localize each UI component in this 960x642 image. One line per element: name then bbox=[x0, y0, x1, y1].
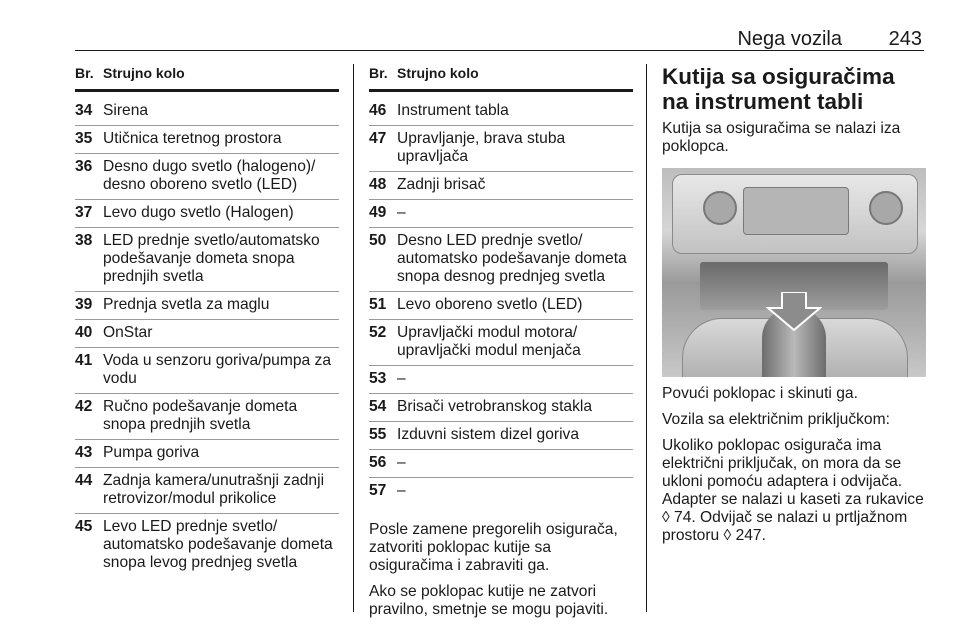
circuit-name: – bbox=[397, 454, 406, 471]
table-row bbox=[75, 200, 339, 228]
page-number: 243 bbox=[888, 28, 922, 50]
circuit-name: Izduvni sistem dizel goriva bbox=[397, 426, 580, 443]
fuse-box-cover-photo bbox=[662, 168, 926, 377]
fuse-number: 56 bbox=[369, 454, 387, 471]
table-row bbox=[75, 228, 339, 292]
dial-knob bbox=[869, 191, 903, 225]
circuit-name: Utičnica teretnog prostora bbox=[103, 130, 282, 147]
circuit-name: – bbox=[397, 370, 406, 387]
circuit-name: LED prednje svetlo/automatsko podešavanje dometa snopa prednjih svetla bbox=[103, 232, 320, 285]
table-row bbox=[369, 422, 633, 450]
table-row bbox=[369, 172, 633, 200]
paragraph: Povući poklopac i skinuti ga. bbox=[662, 385, 858, 402]
fuse-number: 52 bbox=[369, 324, 387, 341]
paragraph: Ukoliko poklopac osigurača ima električni priključak, on mora da se ukloni pomoću adaptera i odvijača. Adapter se nalazi u kaseti za rukavice ◊ 74. Odvijač se nalazi u prtljažnom prostoru ◊ 247. bbox=[662, 437, 924, 544]
table-header bbox=[75, 64, 339, 92]
circuit-name: Zadnja kamera/unutrašnji zadnji retrovizor/modul prikolice bbox=[103, 472, 325, 507]
page-header-title: Nega vozila bbox=[737, 28, 842, 50]
circuit-name: Pumpa goriva bbox=[103, 444, 200, 461]
column-divider bbox=[353, 64, 354, 612]
fuse-number: 43 bbox=[75, 444, 93, 461]
fuse-number: 41 bbox=[75, 352, 93, 369]
table-row bbox=[369, 394, 633, 422]
circuit-name: Desno LED prednje svetlo/ automatsko podešavanje dometa snopa desnog prednjeg svetla bbox=[397, 232, 627, 285]
circuit-name: Levo LED prednje svetlo/ automatsko podešavanje dometa snopa levog prednjeg svetla bbox=[103, 518, 333, 571]
fuse-number: 36 bbox=[75, 158, 93, 175]
table-row bbox=[75, 292, 339, 320]
table-row bbox=[75, 320, 339, 348]
column-header-nr: Br. bbox=[75, 65, 94, 81]
table-row bbox=[75, 440, 339, 468]
circuit-name: Prednja svetla za maglu bbox=[103, 296, 270, 313]
fuse-number: 57 bbox=[369, 482, 387, 499]
dial-knob bbox=[703, 191, 737, 225]
table-row bbox=[75, 154, 339, 200]
fuse-number: 54 bbox=[369, 398, 387, 415]
fuse-box-section bbox=[662, 64, 926, 545]
dashboard-panel bbox=[672, 174, 918, 254]
section-intro: Kutija sa osiguračima se nalazi iza poklopca. bbox=[662, 120, 901, 155]
fuse-number: 51 bbox=[369, 296, 387, 313]
column-divider bbox=[646, 64, 647, 612]
fuse-number: 35 bbox=[75, 130, 93, 147]
circuit-name: Brisači vetrobranskog stakla bbox=[397, 398, 593, 415]
fuse-number: 47 bbox=[369, 130, 387, 147]
column-header-circuit: Strujno kolo bbox=[103, 65, 185, 81]
circuit-name: Sirena bbox=[103, 102, 149, 119]
table-row bbox=[369, 450, 633, 478]
circuit-name: Upravljački modul motora/ upravljački modul menjača bbox=[397, 324, 581, 359]
circuit-name: Ručno podešavanje dometa snopa prednjih svetla bbox=[103, 398, 298, 433]
table-header bbox=[369, 64, 633, 92]
fuse-table-left bbox=[75, 64, 339, 577]
arrow-down-icon bbox=[766, 292, 822, 332]
paragraph: Vozila sa električnim priključkom: bbox=[662, 411, 890, 428]
table-row bbox=[369, 200, 633, 228]
table-row bbox=[369, 292, 633, 320]
table-row bbox=[369, 320, 633, 366]
fuse-number: 48 bbox=[369, 176, 387, 193]
fuse-number: 40 bbox=[75, 324, 93, 341]
fuse-number: 39 bbox=[75, 296, 93, 313]
fuse-number: 44 bbox=[75, 472, 93, 489]
fuse-number: 49 bbox=[369, 204, 387, 221]
paragraph: Ako se poklopac kutije ne zatvori pravilno, smetnje se mogu pojaviti. bbox=[369, 583, 609, 618]
fuse-table-right bbox=[369, 64, 633, 619]
column-header-circuit: Strujno kolo bbox=[397, 65, 479, 81]
circuit-name: Upravljanje, brava stuba upravljača bbox=[397, 130, 566, 165]
circuit-name: Levo dugo svetlo (Halogen) bbox=[103, 204, 294, 221]
table-row bbox=[369, 366, 633, 394]
fuse-number: 53 bbox=[369, 370, 387, 387]
table-row bbox=[75, 394, 339, 440]
table-row bbox=[75, 468, 339, 514]
table-row bbox=[75, 514, 339, 577]
circuit-name: Instrument tabla bbox=[397, 102, 509, 119]
circuit-name: Zadnji brisač bbox=[397, 176, 486, 193]
fuse-number: 42 bbox=[75, 398, 93, 415]
fuse-number: 34 bbox=[75, 102, 93, 119]
circuit-name: Levo oboreno svetlo (LED) bbox=[397, 296, 583, 313]
table-row bbox=[369, 478, 633, 505]
table-row bbox=[75, 126, 339, 154]
table-row bbox=[75, 98, 339, 126]
fuse-number: 38 bbox=[75, 232, 93, 249]
fuse-number: 50 bbox=[369, 232, 387, 249]
table-row bbox=[369, 98, 633, 126]
column-header-nr: Br. bbox=[369, 65, 388, 81]
table-row bbox=[369, 126, 633, 172]
paragraph: Posle zamene pregorelih osigurača, zatvoriti poklopac kutije sa osiguračima i zabraviti ga. bbox=[369, 521, 618, 574]
circuit-name: – bbox=[397, 482, 406, 499]
section-heading: Kutija sa osiguračima na instrument tabli bbox=[662, 64, 895, 114]
control-panel bbox=[743, 187, 849, 235]
fuse-number: 45 bbox=[75, 518, 93, 535]
fuse-number: 37 bbox=[75, 204, 93, 221]
table-row bbox=[369, 228, 633, 292]
fuse-number: 55 bbox=[369, 426, 387, 443]
header-rule bbox=[75, 50, 924, 51]
table-row bbox=[75, 348, 339, 394]
circuit-name: Desno dugo svetlo (halogeno)/ desno oboreno svetlo (LED) bbox=[103, 158, 316, 193]
circuit-name: Voda u senzoru goriva/pumpa za vodu bbox=[103, 352, 331, 387]
circuit-name: – bbox=[397, 204, 406, 221]
circuit-name: OnStar bbox=[103, 324, 153, 341]
fuse-number: 46 bbox=[369, 102, 387, 119]
